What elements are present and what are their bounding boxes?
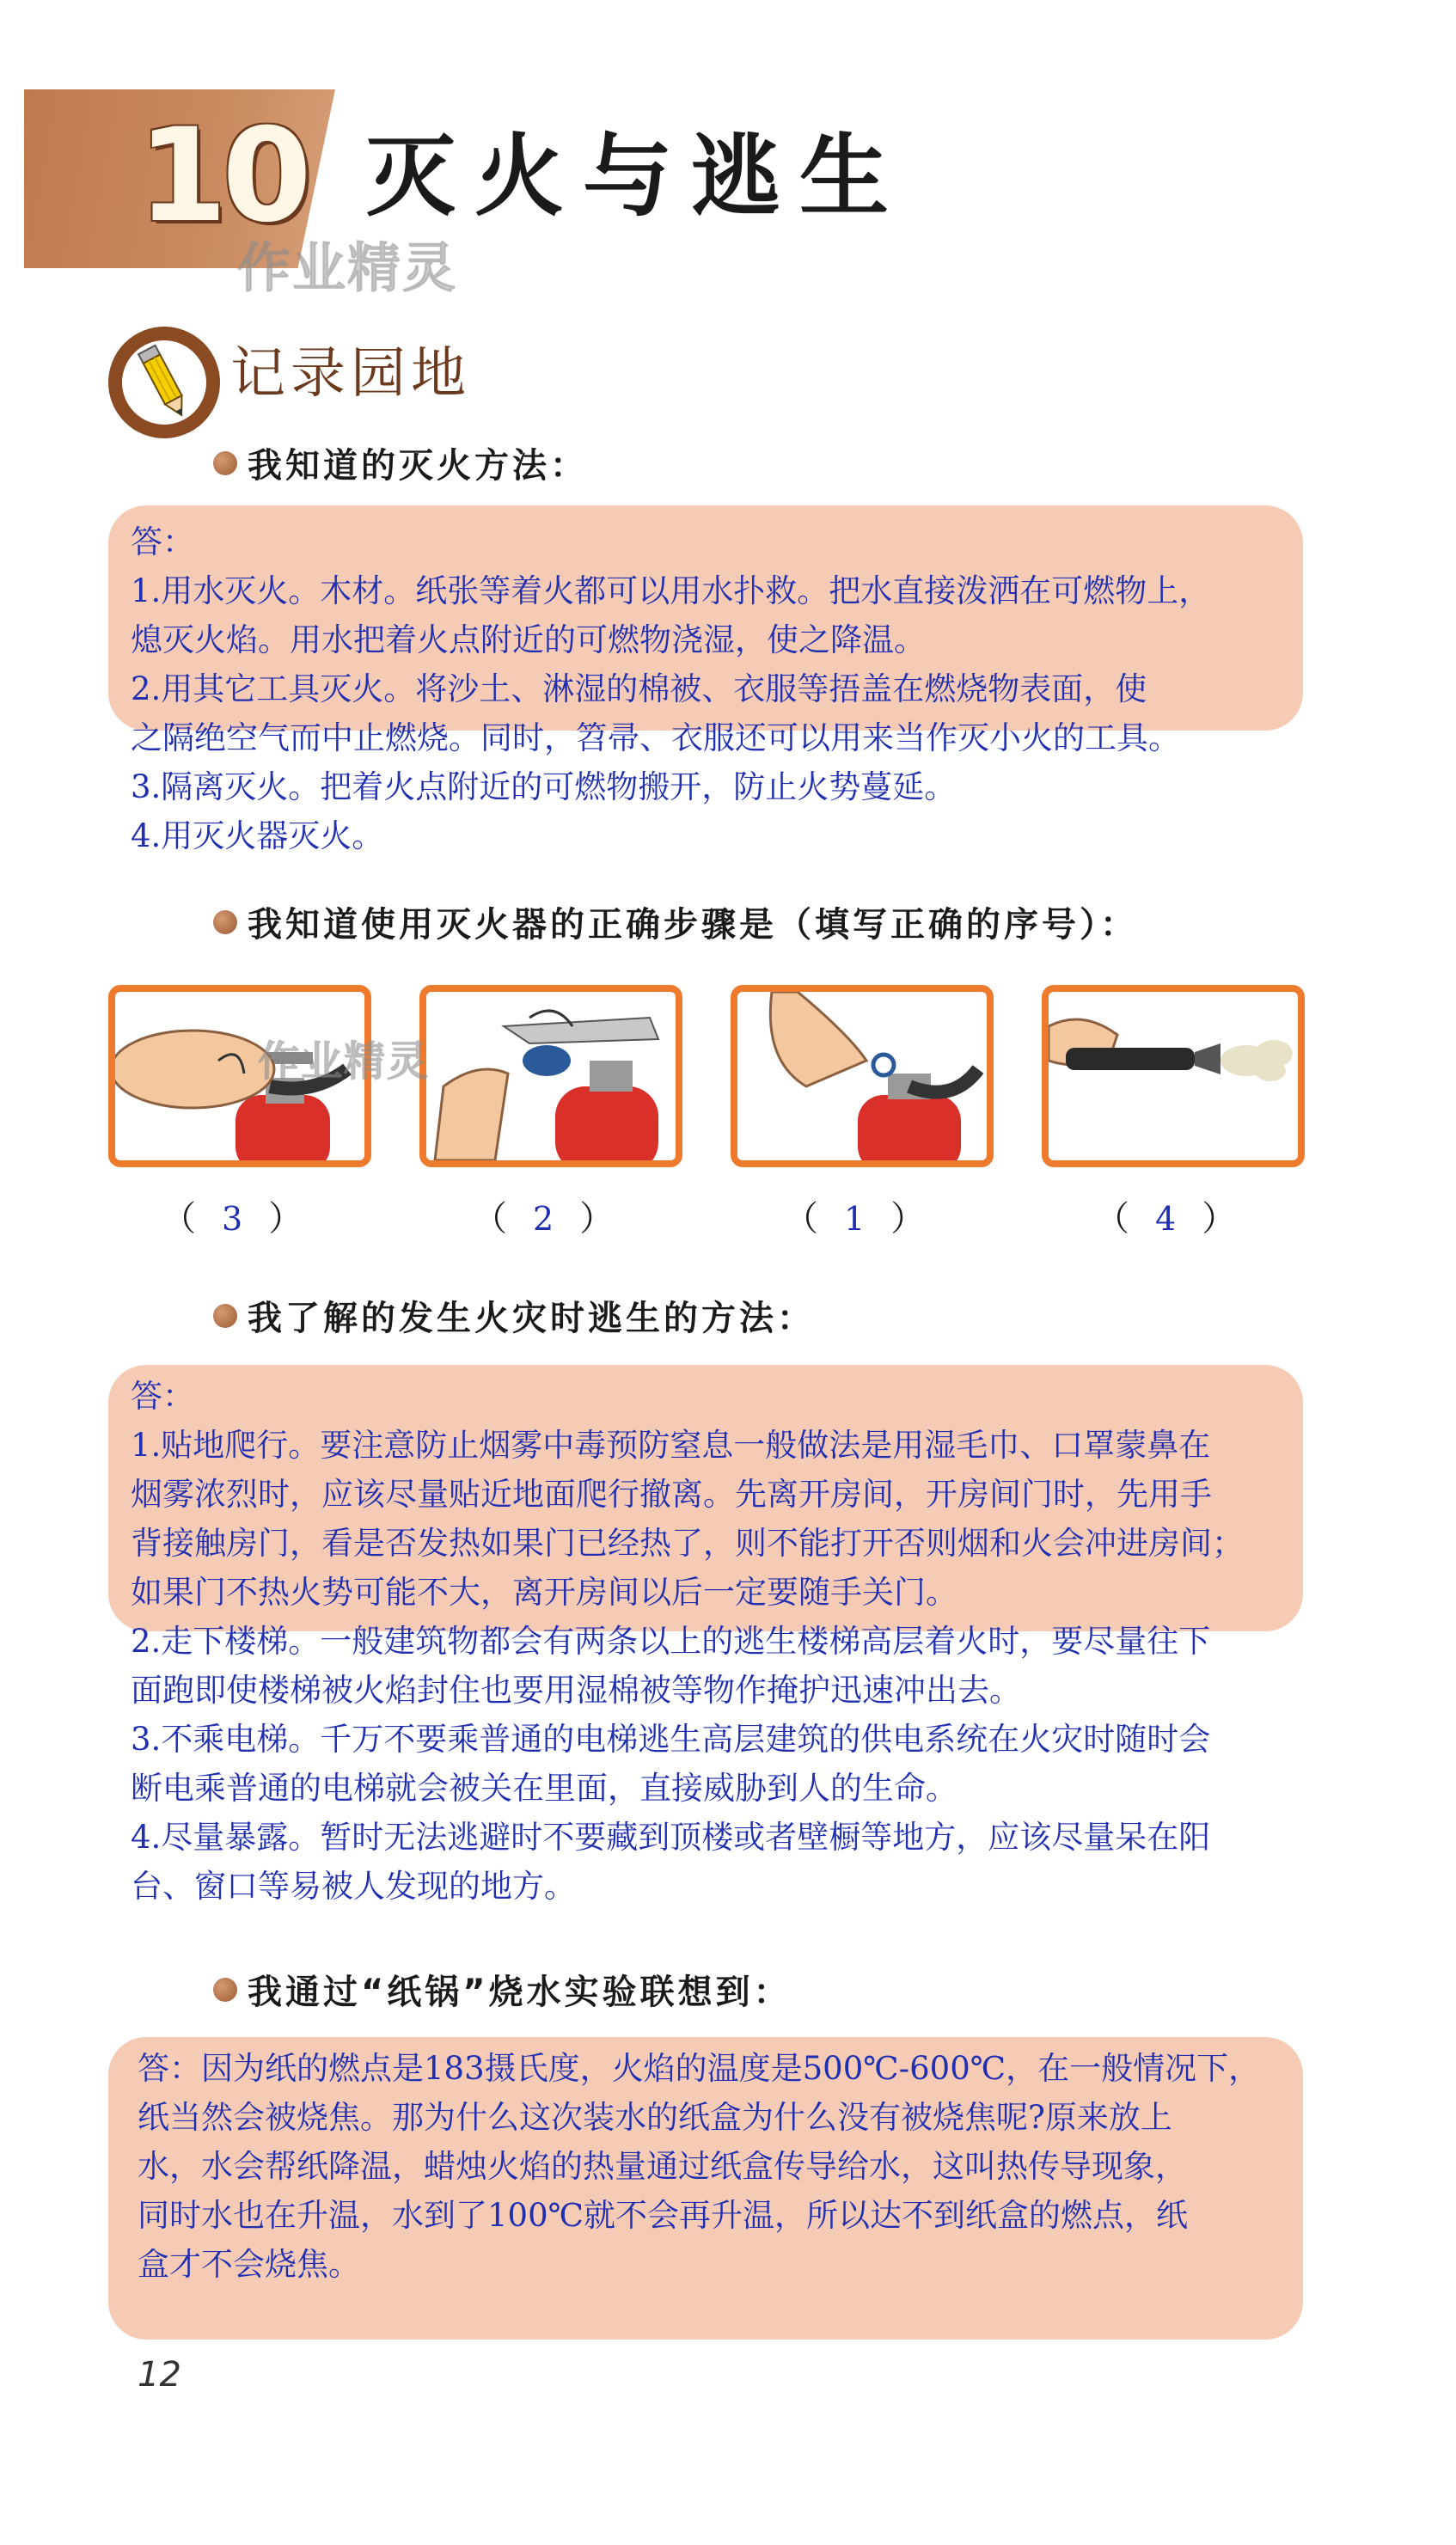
pencil-icon xyxy=(108,327,220,438)
step-image-hold-extinguisher xyxy=(731,985,994,1167)
step-answer-2: （ 2 ） xyxy=(473,1199,615,1239)
bullet-icon xyxy=(213,1978,237,2002)
chapter-title: 灭火与逃生 xyxy=(366,124,908,229)
bullet-icon xyxy=(213,451,237,475)
question-1-prompt: 我知道的灭火方法： xyxy=(213,445,588,486)
answer-3-text: 答： 1.贴地爬行。要注意防止烟雾中毒预防窒息一般做法是用湿毛巾、口罩蒙鼻在 烟雾浓烈时，应该尽量贴近地面爬行撤离。先离开房间，开房间门时，先用手 背接触房门，看是否发热如果门已经热了，则不能打开否则烟和火会冲进房间； 如果门不热火势可能不大，离开房间以后一定要随手关门。 2.走下楼梯。一般建筑物都会有两条以上的逃生楼梯高层着火时，要尽量往下 面跑即使楼梯被火焰封住也要用湿棉被等物作掩护迅速冲出去。 3.不乘电梯。千万不要乘普通的电梯逃生高层建筑的供电系统在火灾时随时会 断电乘普通的电梯就会被关在里面，直接威胁到人的生命。 4.尽量暴露。暂时无法逃避时不要藏到顶楼或者壁橱等地方，应该尽量呆在阳 台、窗口等易被人发现的地方。 xyxy=(131,1378,1244,1905)
answer-1-text: 答： 1.用水灭火。木材。纸张等着火都可以用水扑救。把水直接泼洒在可燃物上， 熄灭火焰。用水把着火点附近的可燃物浇湿，使之降温。 2.用其它工具灭火。将沙土、淋湿的棉被、衣服等捂盖在燃烧物表面，使 之隔绝空气而中止燃烧。同时，笤帚、衣服还可以用来当作灭小火的工具。 3.隔离灭火。把着火点附近的可燃物搬开，防止火势蔓延。 4.用灭火器灭火。 xyxy=(131,523,1211,854)
section-title: 记录园地 xyxy=(230,342,471,406)
question-4-prompt: 我通过“纸锅”烧水实验联想到： xyxy=(213,1972,792,2013)
question-3-prompt: 我了解的发生火灾时逃生的方法： xyxy=(213,1298,815,1339)
step-image-pull-pin xyxy=(419,985,682,1167)
step-answer-1: （ 3 ） xyxy=(162,1199,303,1239)
bullet-icon xyxy=(213,1304,237,1328)
watermark-2: 作业精灵 xyxy=(258,1037,431,1086)
chapter-number: 10 xyxy=(138,101,307,251)
step-image-spray xyxy=(1042,985,1305,1167)
page-number: 12 xyxy=(138,2355,181,2395)
step-answer-4: （ 4 ） xyxy=(1095,1199,1237,1239)
watermark: 作业精灵 xyxy=(237,236,458,299)
answer-4-text: 答：因为纸的燃点是183摄氏度，火焰的温度是500℃-600℃，在一般情况下， 纸当然会被烧焦。那为什么这次装水的纸盒为什么没有被烧焦呢?原来放上 水，水会帮纸降温，蜡烛火焰的热量通过纸盒传导给水，这叫热传导现象， 同时水也在升温，水到了100℃就不会再升温，所以达不到纸盒的燃点，纸 盒才不会烧焦。 xyxy=(138,2050,1261,2283)
question-2-prompt: 我知道使用灭火器的正确步骤是（填写正确的序号）： xyxy=(213,904,1138,945)
step-answer-3: （ 1 ） xyxy=(784,1199,926,1239)
bullet-icon xyxy=(213,910,237,934)
